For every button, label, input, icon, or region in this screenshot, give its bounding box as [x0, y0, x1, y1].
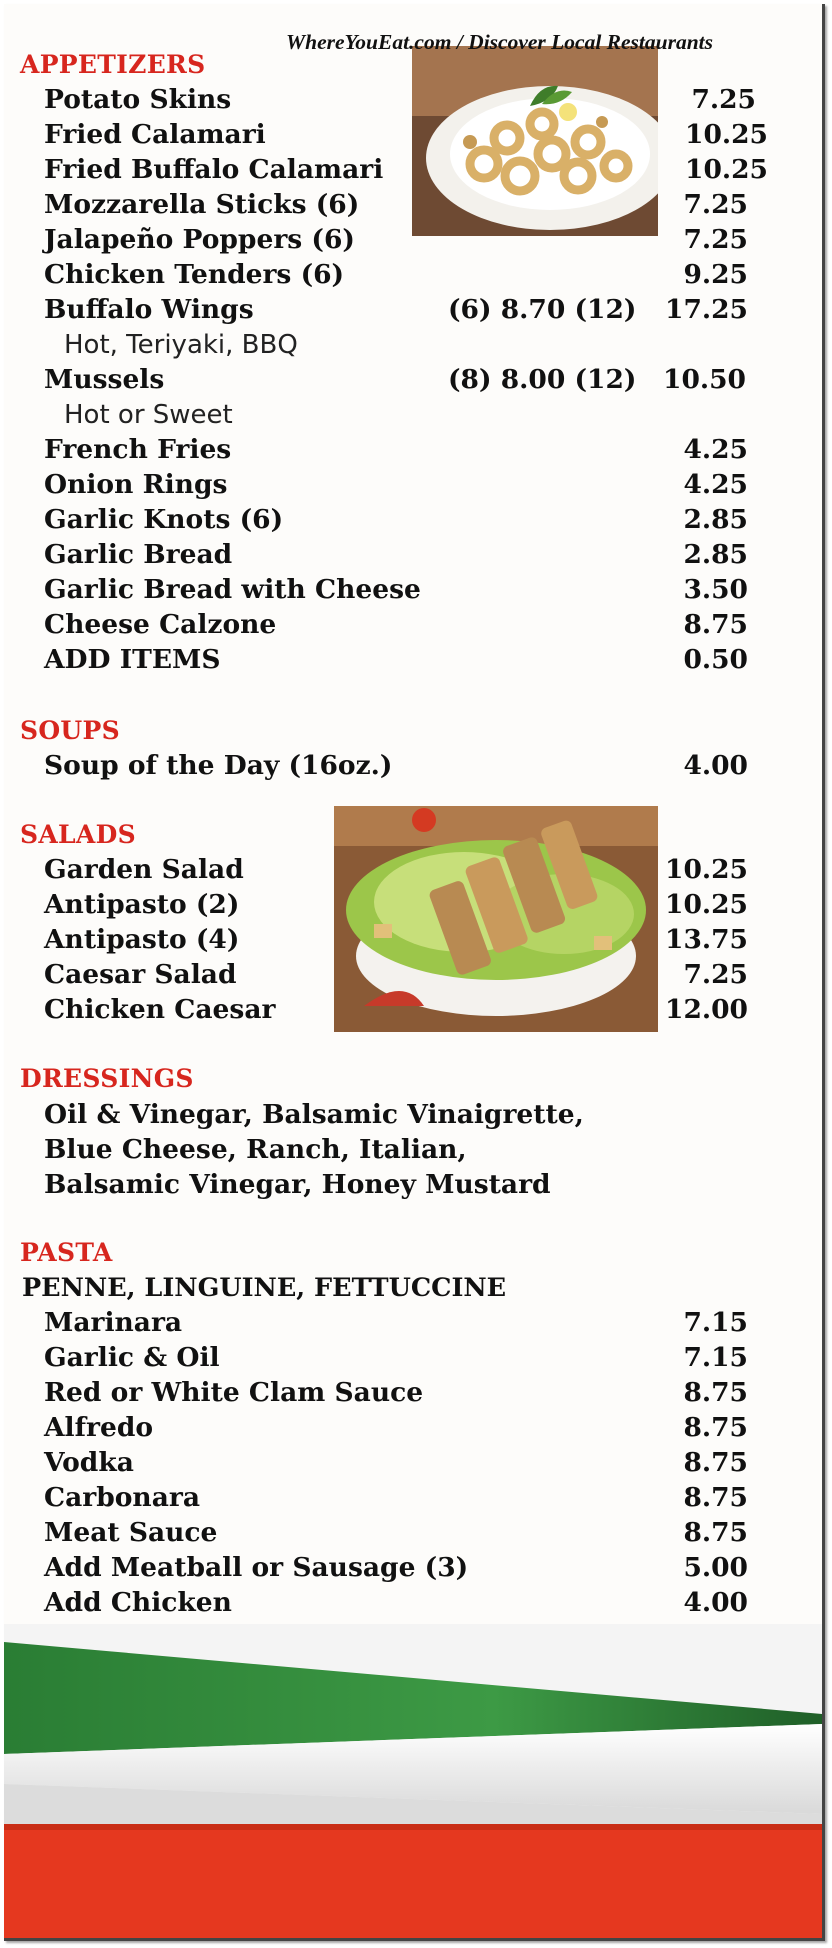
item-price: 10.25 — [665, 854, 748, 885]
item-price: 8.75 — [683, 1447, 748, 1478]
item-price: 8.75 — [683, 1377, 748, 1408]
menu-item: Buffalo Wings — [44, 294, 254, 325]
pasta-title: PASTA — [20, 1238, 113, 1267]
menu-item: Cheese Calzone — [44, 609, 277, 640]
menu-item: Add Meatball or Sausage (3) — [44, 1552, 469, 1583]
menu-item: French Fries — [44, 434, 232, 465]
item-options: Hot or Sweet — [64, 400, 233, 430]
item-price: 7.25 — [683, 959, 748, 990]
appetizers-title: APPETIZERS — [20, 50, 206, 79]
item-price: 2.85 — [683, 539, 748, 570]
menu-page — [4, 4, 825, 1941]
dressing-line: Oil & Vinegar, Balsamic Vinaigrette, — [44, 1099, 584, 1130]
menu-item: Potato Skins — [44, 84, 232, 115]
chicken-caesar-photo — [334, 806, 658, 1032]
item-price: 12.00 — [665, 994, 748, 1025]
item-price: 10.25 — [665, 889, 748, 920]
item-price: 0.50 — [683, 644, 748, 675]
item-size-prices: (6) 8.70 (12) — [448, 294, 637, 325]
item-price: 8.75 — [683, 1412, 748, 1443]
calamari-photo — [412, 46, 658, 236]
item-price: 7.25 — [683, 189, 748, 220]
italian-flag-stripes — [4, 1624, 822, 1938]
item-price: 4.00 — [683, 1587, 748, 1618]
dressing-line: Balsamic Vinegar, Honey Mustard — [44, 1169, 551, 1200]
soups-title: SOUPS — [20, 716, 120, 745]
menu-item: Garden Salad — [44, 854, 244, 885]
item-price: 7.25 — [691, 84, 756, 115]
menu-item: Red or White Clam Sauce — [44, 1377, 424, 1408]
menu-item: Antipasto (4) — [44, 924, 240, 955]
item-options: Hot, Teriyaki, BBQ — [64, 330, 298, 360]
item-price: 4.25 — [683, 434, 748, 465]
item-price: 13.75 — [665, 924, 748, 955]
menu-item: Caesar Salad — [44, 959, 237, 990]
item-price: 4.25 — [683, 469, 748, 500]
item-price: 8.75 — [683, 609, 748, 640]
site-watermark: WhereYouEat.com / Discover Local Restaurants — [286, 30, 714, 54]
item-price: 10.25 — [685, 119, 768, 150]
item-price: 10.50 — [663, 364, 746, 395]
item-price: 7.15 — [683, 1342, 748, 1373]
menu-item: Vodka — [44, 1447, 134, 1478]
item-price: 10.25 — [685, 154, 768, 185]
menu-item: Mozzarella Sticks (6) — [44, 189, 360, 220]
menu-item: Soup of the Day (16oz.) — [44, 750, 393, 781]
menu-item: Carbonara — [44, 1482, 200, 1513]
item-price: 5.00 — [683, 1552, 748, 1583]
item-price: 4.00 — [683, 750, 748, 781]
menu-item: Chicken Tenders (6) — [44, 259, 345, 290]
salads-title: SALADS — [20, 820, 136, 849]
item-price: 17.25 — [665, 294, 748, 325]
menu-item: Garlic & Oil — [44, 1342, 220, 1373]
menu-item: Onion Rings — [44, 469, 228, 500]
menu-item: Marinara — [44, 1307, 183, 1338]
item-price: 8.75 — [683, 1482, 748, 1513]
item-price: 7.15 — [683, 1307, 748, 1338]
menu-item: Meat Sauce — [44, 1517, 218, 1548]
menu-item: Garlic Bread — [44, 539, 233, 570]
menu-item: Garlic Bread with Cheese — [44, 574, 421, 605]
item-price: 2.85 — [683, 504, 748, 535]
menu-item: Add Chicken — [44, 1587, 232, 1618]
dressing-line: Blue Cheese, Ranch, Italian, — [44, 1134, 467, 1165]
menu-item: ADD ITEMS — [44, 644, 221, 675]
menu-item: Jalapeño Poppers (6) — [44, 224, 355, 255]
menu-item: Garlic Knots (6) — [44, 504, 284, 535]
dressings-title: DRESSINGS — [20, 1064, 194, 1093]
menu-item: Fried Calamari — [44, 119, 266, 150]
item-price: 8.75 — [683, 1517, 748, 1548]
pasta-types: PENNE, LINGUINE, FETTUCCINE — [22, 1273, 507, 1303]
menu-item: Fried Buffalo Calamari — [44, 154, 384, 185]
item-price: 3.50 — [683, 574, 748, 605]
menu-item: Alfredo — [44, 1412, 154, 1443]
item-price: 7.25 — [683, 224, 748, 255]
item-size-prices: (8) 8.00 (12) — [448, 364, 637, 395]
menu-item: Chicken Caesar — [44, 994, 276, 1025]
item-price: 9.25 — [683, 259, 748, 290]
menu-item: Antipasto (2) — [44, 889, 240, 920]
menu-item: Mussels — [44, 364, 165, 395]
